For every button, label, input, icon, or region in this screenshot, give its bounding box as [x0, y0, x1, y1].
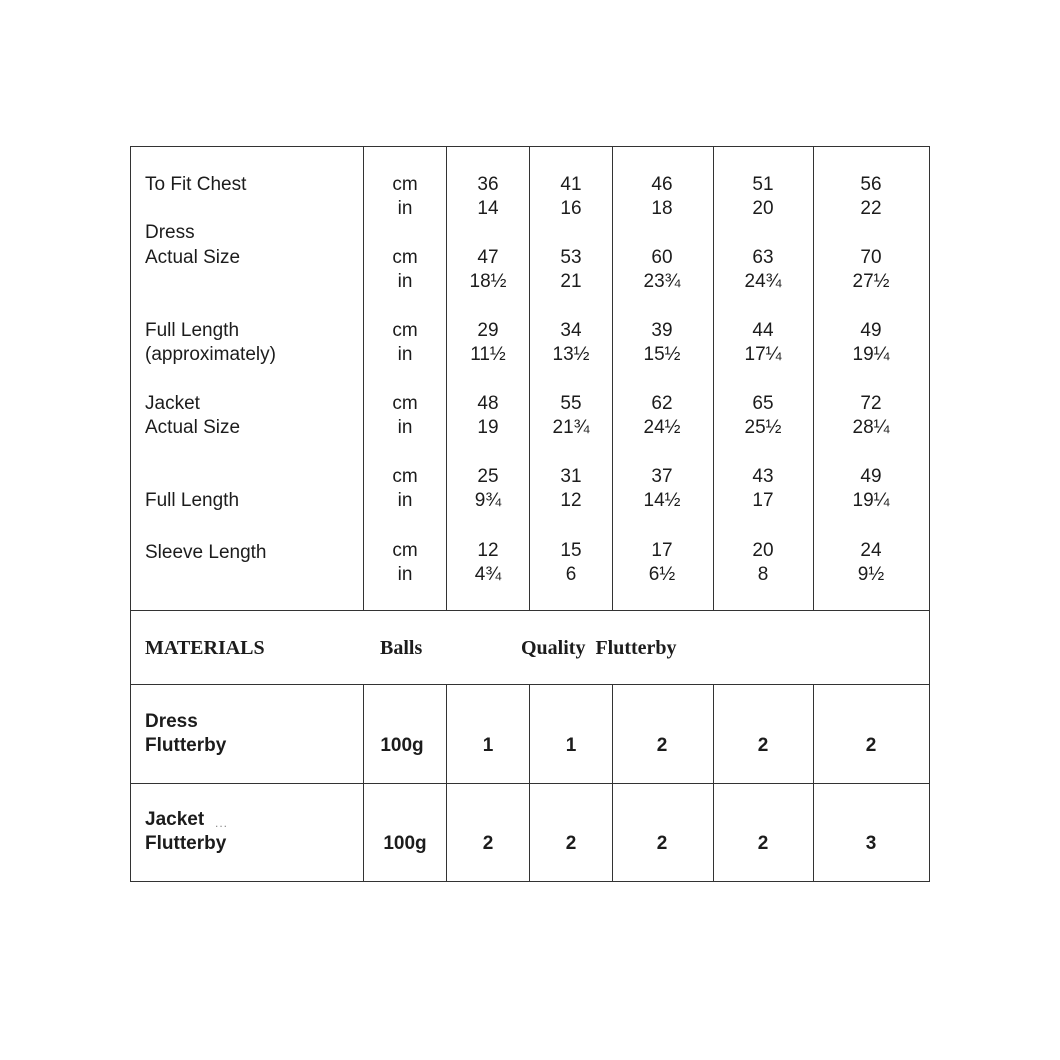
cell-value: 17	[752, 490, 774, 511]
cell-value: 18	[651, 198, 673, 219]
cell-value: 14	[477, 198, 499, 219]
quality-label: Quality Flutterby	[521, 637, 677, 659]
material-row-label: Flutterby	[145, 833, 227, 854]
cell-value: 29	[477, 320, 499, 341]
row-label: Full Length	[145, 490, 240, 511]
unit-label: in	[397, 417, 413, 438]
cell-value: 56	[860, 174, 882, 195]
cell-value: 21	[560, 271, 582, 292]
cell-value: 15	[560, 540, 582, 561]
cell-value: 62	[651, 393, 673, 414]
cell-value: 24½	[643, 417, 681, 438]
row-label: To Fit Chest	[145, 174, 247, 195]
row-divider	[130, 684, 930, 685]
stray-dots: ...	[215, 816, 229, 830]
row-label: Actual Size	[145, 417, 241, 438]
unit-label: in	[397, 271, 413, 292]
cell-value: 53	[560, 247, 582, 268]
row-label: (approximately)	[145, 344, 276, 365]
cell-value: 48	[477, 393, 499, 414]
col-divider	[713, 146, 714, 610]
cell-value: 23¾	[643, 271, 681, 292]
row-divider	[130, 783, 930, 784]
cell-value: 17¼	[744, 344, 782, 365]
cell-value: 49	[860, 320, 882, 341]
cell-value: 36	[477, 174, 499, 195]
yarn-weight: 100g	[383, 833, 427, 854]
cell-value: 43	[752, 466, 774, 487]
col-divider	[612, 146, 613, 610]
cell-value: 25	[477, 466, 499, 487]
cell-value: 72	[860, 393, 882, 414]
ball-count: 3	[865, 833, 877, 854]
col-divider	[813, 146, 814, 610]
unit-label: cm	[392, 393, 418, 414]
cell-value: 31	[560, 466, 582, 487]
material-row-label: Flutterby	[145, 735, 227, 756]
unit-label: in	[397, 564, 413, 585]
unit-label: cm	[392, 540, 418, 561]
cell-value: 16	[560, 198, 582, 219]
ball-count: 2	[656, 833, 668, 854]
cell-value: 34	[560, 320, 582, 341]
cell-value: 65	[752, 393, 774, 414]
cell-value: 9½	[857, 564, 885, 585]
col-divider	[363, 146, 364, 610]
row-label: Dress	[145, 222, 195, 243]
cell-value: 25½	[744, 417, 782, 438]
cell-value: 11½	[470, 344, 506, 365]
ball-count: 1	[565, 735, 577, 756]
cell-value: 12	[560, 490, 582, 511]
cell-value: 37	[651, 466, 673, 487]
cell-value: 60	[651, 247, 673, 268]
size-table	[130, 146, 930, 882]
col-divider	[446, 146, 447, 610]
cell-value: 8	[757, 564, 769, 585]
cell-value: 17	[651, 540, 673, 561]
cell-value: 44	[752, 320, 774, 341]
cell-value: 22	[860, 198, 882, 219]
material-row-label: Dress	[145, 711, 198, 732]
unit-label: cm	[392, 174, 418, 195]
cell-value: 47	[477, 247, 499, 268]
cell-value: 27½	[852, 271, 890, 292]
cell-value: 19¼	[852, 490, 890, 511]
ball-count: 2	[656, 735, 668, 756]
unit-label: in	[397, 490, 413, 511]
unit-label: in	[397, 344, 413, 365]
cell-value: 19	[477, 417, 499, 438]
cell-value: 41	[560, 174, 582, 195]
col-divider	[529, 146, 530, 610]
cell-value: 24	[860, 540, 882, 561]
ball-count: 2	[757, 833, 769, 854]
cell-value: 9¾	[474, 490, 502, 511]
cell-value: 4¾	[474, 564, 502, 585]
cell-value: 28¼	[852, 417, 890, 438]
cell-value: 19¼	[852, 344, 890, 365]
ball-count: 2	[565, 833, 577, 854]
cell-value: 46	[651, 174, 673, 195]
ball-count: 2	[757, 735, 769, 756]
ball-count: 2	[865, 735, 877, 756]
row-label: Jacket	[145, 393, 200, 414]
yarn-weight: 100g	[380, 735, 424, 756]
cell-value: 21¾	[552, 417, 590, 438]
cell-value: 51	[752, 174, 774, 195]
row-label: Actual Size	[145, 247, 241, 268]
unit-label: cm	[392, 466, 418, 487]
row-label: Sleeve Length	[145, 542, 267, 563]
cell-value: 14½	[643, 490, 681, 511]
cell-value: 63	[752, 247, 774, 268]
cell-value: 24¾	[744, 271, 782, 292]
cell-value: 18½	[469, 271, 507, 292]
ball-count: 1	[482, 735, 494, 756]
cell-value: 13½	[552, 344, 590, 365]
unit-label: cm	[392, 247, 418, 268]
cell-value: 70	[860, 247, 882, 268]
row-label: Full Length	[145, 320, 240, 341]
cell-value: 49	[860, 466, 882, 487]
cell-value: 39	[651, 320, 673, 341]
unit-label: in	[397, 198, 413, 219]
cell-value: 6	[565, 564, 577, 585]
balls-label: Balls	[380, 637, 423, 659]
cell-value: 20	[752, 198, 774, 219]
cell-value: 12	[477, 540, 499, 561]
cell-value: 15½	[643, 344, 681, 365]
cell-value: 20	[752, 540, 774, 561]
cell-value: 6½	[648, 564, 676, 585]
row-divider	[130, 610, 930, 611]
unit-label: cm	[392, 320, 418, 341]
material-row-label: Jacket	[145, 809, 205, 830]
materials-heading: MATERIALS	[145, 637, 265, 659]
cell-value: 55	[560, 393, 582, 414]
ball-count: 2	[482, 833, 494, 854]
